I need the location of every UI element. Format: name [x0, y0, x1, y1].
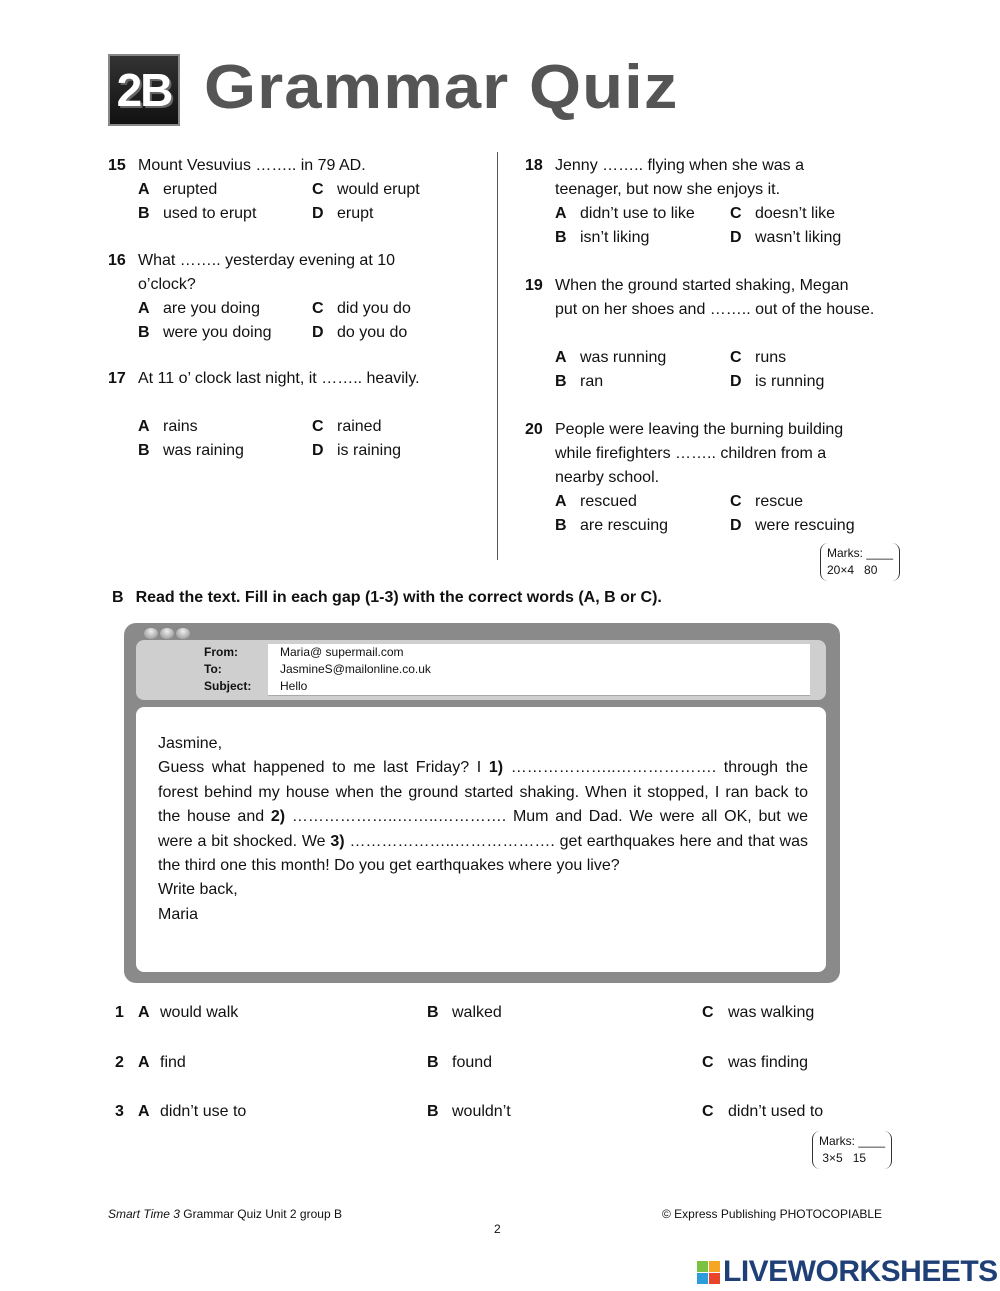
marks-total: 80	[864, 563, 878, 577]
from-field: Maria@ supermail.com	[268, 644, 810, 662]
text: ………………..………………. through the forest behind my house when the ground started shaking. When it stopped, I ran back to the house and	[158, 759, 808, 826]
option-letter: C	[730, 349, 742, 366]
option-text: was running	[580, 349, 667, 366]
option-letter: A	[555, 349, 567, 366]
option-letter: C	[312, 181, 324, 198]
signature-name: Maria	[158, 905, 199, 923]
section-letter: B	[112, 589, 124, 606]
window-dot-icon	[176, 628, 190, 639]
option-text: would walk	[160, 1004, 239, 1021]
question-number: 18	[525, 157, 543, 174]
option-text: was walking	[728, 1004, 815, 1021]
option-text: are rescuing	[580, 516, 669, 534]
question-number: 20	[525, 421, 543, 438]
answer-option-b[interactable]	[427, 1054, 492, 1072]
option-letter: A	[555, 493, 567, 510]
answer-option-b[interactable]	[427, 1103, 511, 1121]
option-c[interactable]	[312, 300, 411, 318]
option-a[interactable]	[555, 493, 637, 511]
option-text: was finding	[728, 1053, 809, 1071]
option-text: used to erupt	[163, 204, 257, 222]
option-text: was raining	[163, 441, 244, 459]
question-text: What …….. yesterday evening at 10 o’clock?	[138, 252, 396, 293]
option-letter: C	[730, 493, 742, 510]
option-text: rains	[163, 418, 198, 435]
marks-calc: 3×5	[822, 1151, 843, 1165]
answer-option-a[interactable]	[138, 1054, 186, 1072]
subject-field: Hello	[268, 678, 810, 696]
option-text: is running	[755, 372, 825, 390]
answer-number	[115, 1004, 124, 1022]
option-c[interactable]	[730, 493, 803, 511]
logo-text: LIVEWORKSHEETS	[723, 1255, 998, 1288]
book-title: Smart Time 3	[108, 1207, 180, 1221]
option-letter: C	[730, 205, 742, 222]
option-text: were rescuing	[755, 516, 855, 534]
section-instruction: Read the text. Fill in each gap (1-3) with the correct words (A, B or C).	[135, 589, 662, 606]
marks-box-b	[812, 1131, 892, 1169]
subject-row	[204, 678, 810, 695]
marks-label: Marks:	[819, 1134, 855, 1148]
option-text: didn’t used to	[728, 1103, 824, 1120]
option-text: do you do	[337, 323, 408, 341]
footer-source	[108, 1207, 342, 1221]
to-field: JasmineS@mailonline.co.uk	[268, 661, 810, 679]
option-c[interactable]	[730, 349, 786, 367]
option-text: walked	[452, 1004, 502, 1021]
option-letter: A	[138, 1103, 150, 1120]
question-16	[108, 249, 428, 297]
option-text: find	[160, 1053, 186, 1071]
option-letter: B	[138, 441, 150, 459]
question-text: Jenny …….. flying when she was a teenager, but now she enjoys it.	[555, 157, 805, 198]
marks-blank[interactable]: ____	[866, 546, 894, 560]
question-text: At 11 o’ clock last night, it …….. heavily.	[138, 370, 420, 387]
question-19	[525, 274, 875, 322]
option-text: ran	[580, 372, 604, 390]
from-row	[204, 644, 810, 661]
option-letter: B	[427, 1053, 439, 1071]
option-text: would erupt	[337, 181, 420, 198]
question-number: 17	[108, 370, 126, 387]
option-b[interactable]	[555, 373, 603, 391]
option-a[interactable]	[138, 181, 217, 199]
option-c[interactable]	[730, 205, 835, 223]
option-b[interactable]	[555, 229, 649, 247]
page-title: Grammar Quiz	[204, 53, 679, 122]
option-text: didn’t use to	[160, 1103, 247, 1120]
option-c[interactable]	[312, 418, 381, 436]
option-letter: C	[702, 1053, 714, 1071]
option-b[interactable]	[138, 205, 256, 223]
answer-option-c[interactable]	[702, 1103, 823, 1121]
option-letter: A	[138, 300, 150, 317]
option-text: erupt	[337, 204, 374, 222]
gap-number: 3	[115, 1103, 124, 1120]
option-a[interactable]	[555, 205, 695, 223]
option-text: is raining	[337, 441, 402, 459]
option-d[interactable]	[312, 324, 407, 342]
option-letter: C	[312, 418, 324, 435]
window-dot-icon	[160, 628, 174, 639]
option-letter: B	[555, 516, 567, 534]
answer-option-c[interactable]	[702, 1054, 808, 1072]
marks-calc: 20×4	[827, 563, 855, 577]
text: Guess what happened to me last Friday? I	[158, 759, 489, 777]
question-15	[108, 154, 428, 178]
option-text: wouldn’t	[452, 1103, 511, 1120]
option-letter: B	[555, 228, 567, 246]
column-divider	[497, 152, 498, 560]
page-number: 2	[494, 1222, 501, 1236]
option-letter: A	[138, 1053, 150, 1071]
question-text: People were leaving the burning building while firefighters …….. children from a nearby school.	[555, 421, 844, 486]
gap-number: 1	[115, 1004, 124, 1021]
logo-icon	[697, 1261, 720, 1284]
from-label: From:	[204, 645, 238, 659]
question-text: When the ground started shaking, Megan put on her shoes and …….. out of the house.	[555, 277, 875, 318]
option-text: wasn’t liking	[755, 228, 842, 246]
option-letter: D	[730, 516, 742, 534]
marks-label: Marks:	[827, 546, 863, 560]
greeting: Jasmine,	[158, 735, 223, 752]
liveworksheets-logo	[697, 1255, 998, 1289]
marks-box-a	[820, 543, 900, 581]
option-text: did you do	[337, 300, 411, 317]
option-b[interactable]	[138, 442, 244, 460]
option-text: runs	[755, 349, 787, 366]
section-b-heading	[112, 589, 662, 607]
option-letter: B	[427, 1004, 439, 1021]
option-letter: B	[427, 1103, 439, 1120]
option-a[interactable]	[138, 418, 198, 436]
answer-option-c[interactable]	[702, 1004, 814, 1022]
option-letter: D	[312, 323, 324, 341]
option-d[interactable]	[730, 373, 824, 391]
marks-blank[interactable]: ____	[858, 1134, 886, 1148]
option-letter: C	[702, 1004, 714, 1021]
signoff: Write back,	[158, 881, 238, 899]
option-letter: D	[730, 372, 742, 390]
option-letter: C	[702, 1103, 714, 1120]
option-letter: B	[555, 372, 567, 390]
question-17	[108, 367, 428, 391]
option-a[interactable]	[138, 300, 260, 318]
email-body	[136, 707, 826, 972]
text: ………………..………………. get earthquakes here and that was the third one this month! Do you get earthquakes where you live?	[158, 832, 808, 875]
answer-number	[115, 1103, 124, 1121]
gap-2[interactable]: 2)	[270, 808, 286, 826]
footer-copyright: © Express Publishing PHOTOCOPIABLE	[662, 1207, 883, 1221]
option-d[interactable]	[730, 229, 841, 247]
question-20	[525, 418, 875, 490]
option-letter: B	[138, 323, 150, 341]
gap-1[interactable]: 1)	[488, 759, 504, 777]
option-text: doesn’t like	[755, 205, 836, 222]
option-a[interactable]	[555, 349, 666, 367]
marks-total: 15	[852, 1151, 867, 1165]
text: ………………..……..…………. Mum and Dad. We were all OK, but we were a bit shocked. We	[158, 808, 808, 850]
option-text: rained	[337, 418, 382, 435]
question-number: 19	[525, 277, 543, 294]
option-letter: A	[138, 418, 150, 435]
question-number: 16	[108, 252, 126, 269]
answer-option-b[interactable]	[427, 1004, 502, 1022]
footer-text: Grammar Quiz Unit 2 group B	[179, 1207, 342, 1221]
option-text: are you doing	[163, 300, 260, 317]
option-d[interactable]	[312, 442, 401, 460]
option-letter: A	[555, 205, 567, 222]
option-text: found	[452, 1053, 493, 1071]
option-text: isn’t liking	[580, 228, 650, 246]
option-letter: A	[138, 181, 150, 198]
option-c[interactable]	[312, 181, 420, 199]
unit-badge: 2B	[108, 54, 180, 126]
answer-number	[115, 1054, 124, 1072]
option-text: didn’t use to like	[580, 205, 695, 222]
question-text: Mount Vesuvius …….. in 79 AD.	[138, 157, 366, 174]
gap-3[interactable]: 3)	[330, 832, 345, 850]
option-d[interactable]	[312, 205, 373, 223]
window-dot-icon	[144, 628, 158, 639]
answer-option-a[interactable]	[138, 1103, 246, 1121]
option-letter: C	[312, 300, 324, 317]
option-text: were you doing	[163, 323, 272, 341]
option-letter: B	[138, 204, 150, 222]
to-label: To:	[204, 662, 222, 676]
subject-label: Subject:	[204, 679, 252, 693]
email-paragraph	[158, 756, 808, 878]
question-18	[525, 154, 875, 202]
question-number: 15	[108, 157, 126, 174]
option-letter: D	[312, 204, 324, 222]
option-letter: D	[730, 228, 742, 246]
gap-number: 2	[115, 1053, 124, 1071]
option-text: erupted	[163, 181, 218, 198]
option-b[interactable]	[138, 324, 272, 342]
option-letter: D	[312, 441, 324, 459]
email-header	[136, 640, 826, 700]
option-b[interactable]	[555, 517, 668, 535]
answer-option-a[interactable]	[138, 1004, 238, 1022]
to-row	[204, 661, 810, 678]
email-text	[158, 732, 808, 927]
option-text: rescue	[755, 493, 804, 510]
option-letter: A	[138, 1004, 150, 1021]
option-d[interactable]	[730, 517, 855, 535]
option-text: rescued	[580, 493, 637, 510]
